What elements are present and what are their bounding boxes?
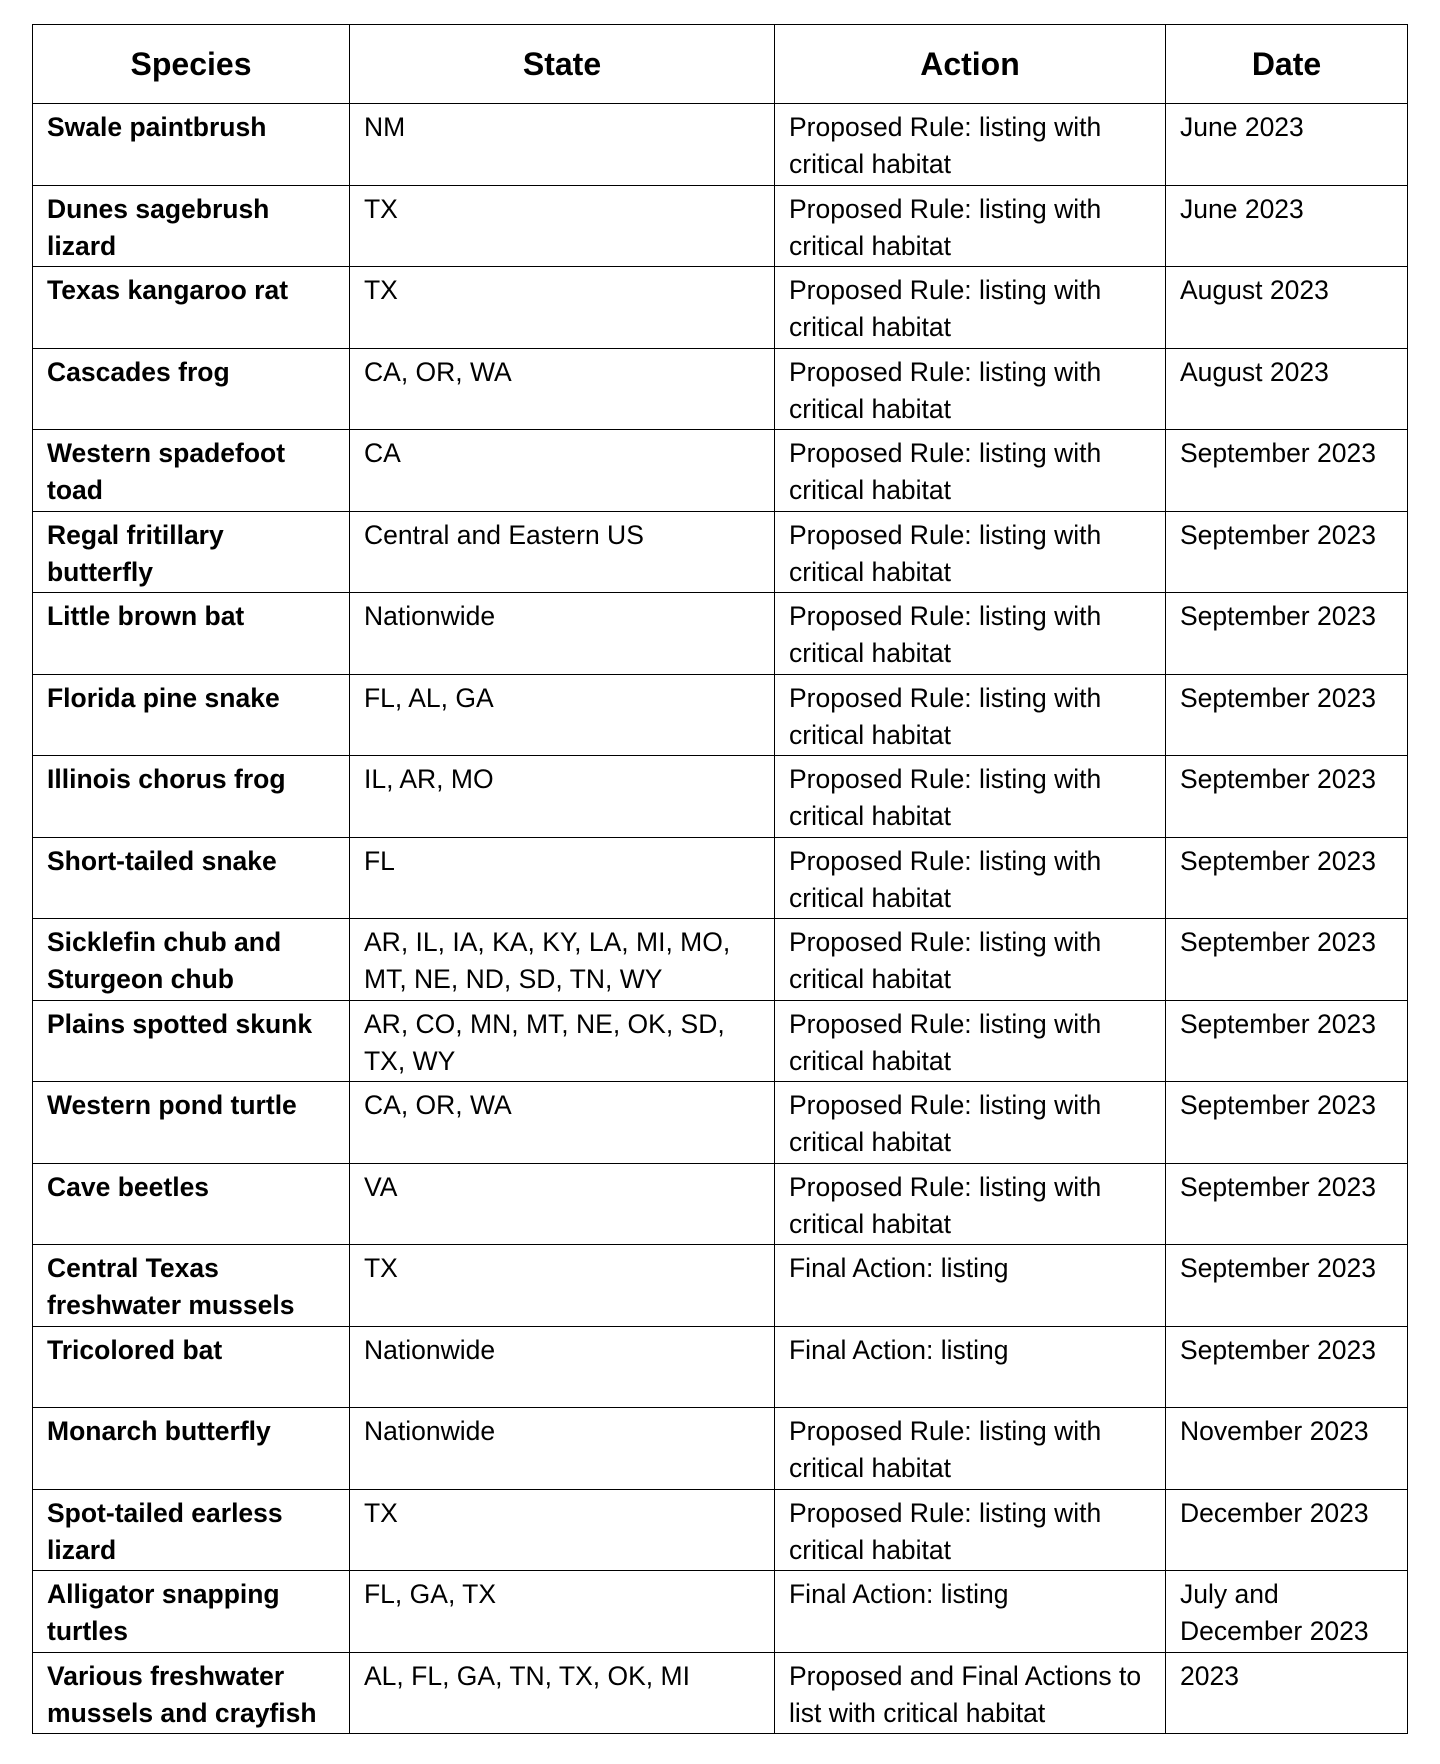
date-cell: September 2023 [1166, 1245, 1408, 1327]
date-cell: September 2023 [1166, 430, 1408, 512]
state-cell: IL, AR, MO [350, 756, 775, 838]
table-row [33, 756, 1408, 838]
date-cell: July and December 2023 [1166, 1571, 1408, 1653]
state-cell: FL [350, 837, 775, 919]
table-row [33, 267, 1408, 349]
action-cell: Final Action: listing [775, 1245, 1166, 1327]
header-date: Date [1166, 25, 1408, 104]
action-cell: Proposed Rule: listing with critical habitat [775, 1408, 1166, 1490]
date-cell: September 2023 [1166, 593, 1408, 675]
state-cell: Nationwide [350, 1408, 775, 1490]
species-cell: Spot-tailed earless lizard [33, 1489, 350, 1571]
state-cell: TX [350, 1245, 775, 1327]
species-cell: Alligator snapping turtles [33, 1571, 350, 1653]
date-cell: September 2023 [1166, 756, 1408, 838]
table-row [33, 919, 1408, 1001]
header-action: Action [775, 25, 1166, 104]
state-cell: CA, OR, WA [350, 1082, 775, 1164]
table-header [33, 25, 1408, 104]
species-cell: Tricolored bat [33, 1326, 350, 1408]
species-cell: Florida pine snake [33, 674, 350, 756]
state-cell: CA [350, 430, 775, 512]
species-cell: Cave beetles [33, 1163, 350, 1245]
table-row [33, 430, 1408, 512]
action-cell: Final Action: listing [775, 1571, 1166, 1653]
state-cell: AL, FL, GA, TN, TX, OK, MI [350, 1652, 775, 1734]
table-row [33, 1489, 1408, 1571]
table-row [33, 1408, 1408, 1490]
species-cell: Monarch butterfly [33, 1408, 350, 1490]
state-cell: TX [350, 185, 775, 267]
action-cell: Proposed Rule: listing with critical habitat [775, 104, 1166, 186]
species-cell: Various freshwater mussels and crayfish [33, 1652, 350, 1734]
date-cell: September 2023 [1166, 511, 1408, 593]
state-cell: NM [350, 104, 775, 186]
date-cell: September 2023 [1166, 1326, 1408, 1408]
species-cell: Regal fritillary butterfly [33, 511, 350, 593]
state-cell: FL, AL, GA [350, 674, 775, 756]
state-cell: TX [350, 1489, 775, 1571]
action-cell: Proposed Rule: listing with critical habitat [775, 430, 1166, 512]
species-cell: Cascades frog [33, 348, 350, 430]
table-row [33, 511, 1408, 593]
state-cell: Central and Eastern US [350, 511, 775, 593]
species-cell: Western pond turtle [33, 1082, 350, 1164]
date-cell: September 2023 [1166, 1082, 1408, 1164]
date-cell: September 2023 [1166, 919, 1408, 1001]
state-cell: TX [350, 267, 775, 349]
species-cell: Dunes sagebrush lizard [33, 185, 350, 267]
state-cell: VA [350, 1163, 775, 1245]
state-cell: FL, GA, TX [350, 1571, 775, 1653]
action-cell: Proposed Rule: listing with critical habitat [775, 1489, 1166, 1571]
date-cell: November 2023 [1166, 1408, 1408, 1490]
species-cell: Texas kangaroo rat [33, 267, 350, 349]
date-cell: September 2023 [1166, 674, 1408, 756]
species-cell: Sicklefin chub and Sturgeon chub [33, 919, 350, 1001]
date-cell: August 2023 [1166, 348, 1408, 430]
action-cell: Proposed Rule: listing with critical habitat [775, 919, 1166, 1001]
table-row [33, 674, 1408, 756]
table-body [33, 104, 1408, 1734]
action-cell: Proposed Rule: listing with critical habitat [775, 674, 1166, 756]
species-cell: Little brown bat [33, 593, 350, 675]
table-row [33, 1000, 1408, 1082]
date-cell: August 2023 [1166, 267, 1408, 349]
table-row [33, 593, 1408, 675]
header-state: State [350, 25, 775, 104]
action-cell: Proposed Rule: listing with critical habitat [775, 1163, 1166, 1245]
species-cell: Swale paintbrush [33, 104, 350, 186]
state-cell: Nationwide [350, 593, 775, 675]
action-cell: Proposed Rule: listing with critical habitat [775, 185, 1166, 267]
action-cell: Proposed Rule: listing with critical habitat [775, 837, 1166, 919]
date-cell: June 2023 [1166, 104, 1408, 186]
table-row [33, 1326, 1408, 1408]
document-page [32, 24, 1407, 1734]
date-cell: December 2023 [1166, 1489, 1408, 1571]
header-row [33, 25, 1408, 104]
table-row [33, 185, 1408, 267]
action-cell: Proposed Rule: listing with critical habitat [775, 1082, 1166, 1164]
date-cell: September 2023 [1166, 837, 1408, 919]
species-cell: Short-tailed snake [33, 837, 350, 919]
date-cell: 2023 [1166, 1652, 1408, 1734]
table-row [33, 104, 1408, 186]
action-cell: Proposed Rule: listing with critical habitat [775, 593, 1166, 675]
state-cell: AR, CO, MN, MT, NE, OK, SD, TX, WY [350, 1000, 775, 1082]
table-row [33, 1245, 1408, 1327]
species-cell: Western spadefoot toad [33, 430, 350, 512]
species-cell: Illinois chorus frog [33, 756, 350, 838]
table-row [33, 1163, 1408, 1245]
table-row [33, 1652, 1408, 1734]
action-cell: Proposed Rule: listing with critical habitat [775, 348, 1166, 430]
header-species: Species [33, 25, 350, 104]
date-cell: June 2023 [1166, 185, 1408, 267]
date-cell: September 2023 [1166, 1163, 1408, 1245]
table-row [33, 837, 1408, 919]
table-row [33, 348, 1408, 430]
state-cell: AR, IL, IA, KA, KY, LA, MI, MO, MT, NE, ND, SD, TN, WY [350, 919, 775, 1001]
state-cell: CA, OR, WA [350, 348, 775, 430]
table-row [33, 1571, 1408, 1653]
action-cell: Proposed and Final Actions to list with critical habitat [775, 1652, 1166, 1734]
action-cell: Proposed Rule: listing with critical habitat [775, 511, 1166, 593]
action-cell: Final Action: listing [775, 1326, 1166, 1408]
date-cell: September 2023 [1166, 1000, 1408, 1082]
action-cell: Proposed Rule: listing with critical habitat [775, 1000, 1166, 1082]
action-cell: Proposed Rule: listing with critical habitat [775, 756, 1166, 838]
species-cell: Plains spotted skunk [33, 1000, 350, 1082]
state-cell: Nationwide [350, 1326, 775, 1408]
action-cell: Proposed Rule: listing with critical habitat [775, 267, 1166, 349]
species-cell: Central Texas freshwater mussels [33, 1245, 350, 1327]
table-row [33, 1082, 1408, 1164]
species-listing-table [32, 24, 1408, 1734]
